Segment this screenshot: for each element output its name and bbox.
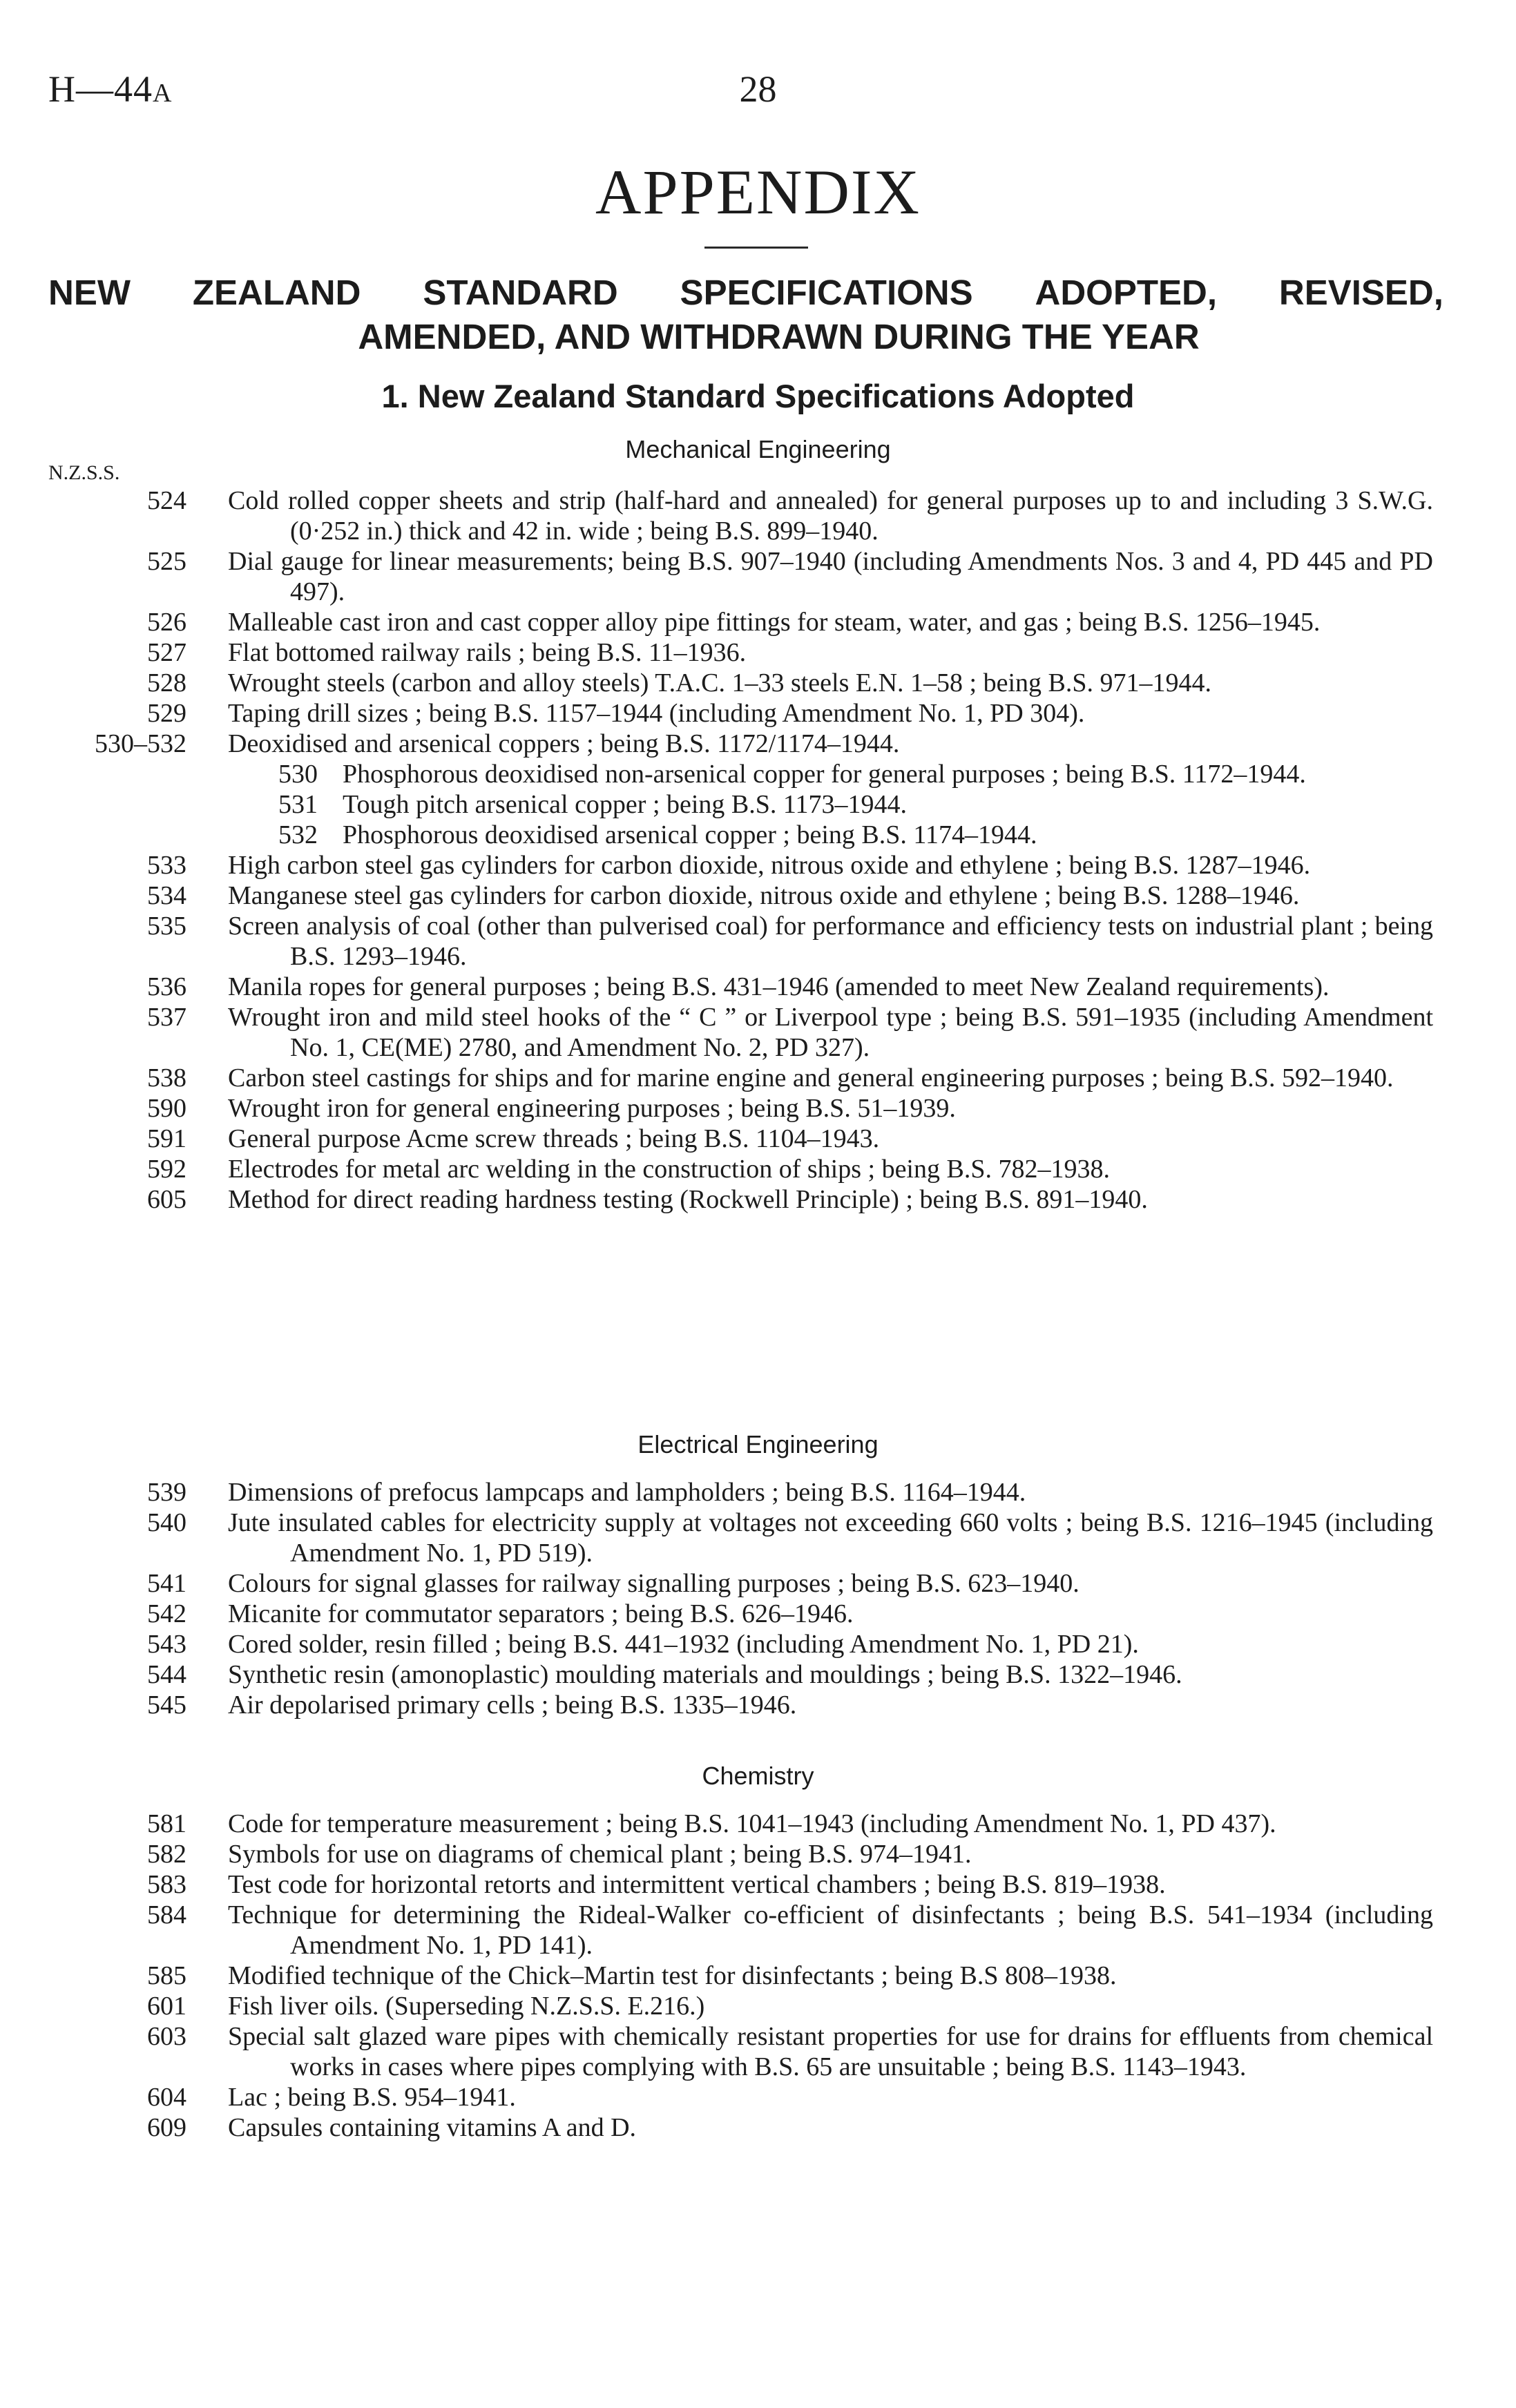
spec-entry — [55, 1093, 1433, 1124]
spec-description: Screen analysis of coal (other than pulverised coal) for performance and efficiency tests on industrial plant ; being B.S. 1293–1946. — [228, 912, 1433, 971]
chemistry-entries — [55, 1809, 1433, 2143]
page-title: APPENDIX — [595, 157, 921, 227]
spec-number: 537 — [147, 1003, 186, 1032]
mechanical-entries — [55, 485, 1433, 1215]
spec-entry — [55, 972, 1433, 1002]
spec-number: 533 — [147, 851, 186, 880]
spec-description: Colours for signal glasses for railway signalling purposes ; being B.S. 623–1940. — [228, 1569, 1080, 1598]
spec-description: Test code for horizontal retorts and intermittent vertical chambers ; being B.S. 819–1938. — [228, 1870, 1166, 1899]
spec-entry — [55, 1184, 1433, 1215]
spec-description: Synthetic resin (amonoplastic) moulding materials and mouldings ; being B.S. 1322–1946. — [228, 1660, 1182, 1689]
spec-description: Tough pitch arsenical copper ; being B.S. 1173–1944. — [343, 790, 907, 819]
spec-description: Manila ropes for general purposes ; being B.S. 431–1946 (amended to meet New Zealand requirements). — [228, 972, 1330, 1001]
spec-entry — [55, 1002, 1433, 1063]
main-heading-word: NEW — [48, 273, 131, 312]
spec-number: 531 — [278, 790, 318, 819]
spec-number: 527 — [147, 638, 186, 667]
spec-number: 528 — [147, 668, 186, 697]
spec-entry — [55, 1063, 1433, 1093]
spec-description: Modified technique of the Chick–Martin test for disinfectants ; being B.S 808–1938. — [228, 1961, 1117, 1990]
spec-description: Phosphorous deoxidised non-arsenical copper for general purposes ; being B.S. 1172–1944. — [343, 760, 1306, 789]
spec-description: Micanite for commutator separators ; being B.S. 626–1946. — [228, 1599, 854, 1628]
spec-number: 540 — [147, 1508, 186, 1537]
spec-description: Lac ; being B.S. 954–1941. — [228, 2083, 516, 2112]
spec-entry — [55, 729, 1433, 759]
spec-entry — [55, 1839, 1433, 1869]
spec-description: Code for temperature measurement ; being B.S. 1041–1943 (including Amendment No. 1, PD 437). — [228, 1809, 1276, 1838]
main-heading-word: SPECIFICATIONS — [680, 273, 973, 312]
spec-number: 524 — [147, 486, 186, 515]
document-code-suffix: A — [153, 79, 173, 108]
main-heading-word: ADOPTED, — [1035, 273, 1218, 312]
spec-number: 529 — [147, 699, 186, 728]
spec-description: Carbon steel castings for ships and for marine engine and general engineering purposes ; being B.S. 592–1940. — [228, 1063, 1394, 1092]
main-heading-line-2: AMENDED, AND WITHDRAWN DURING THE YEAR — [358, 317, 1200, 356]
spec-entry — [55, 911, 1433, 972]
page-number: 28 — [739, 68, 777, 110]
spec-entry — [55, 850, 1433, 880]
spec-number: 545 — [147, 1691, 186, 1720]
spec-number: 530–532 — [95, 729, 186, 758]
spec-entry — [55, 1154, 1433, 1184]
spec-entry — [55, 2112, 1433, 2143]
spec-number: 585 — [147, 1961, 186, 1990]
spec-sub-entry — [55, 820, 1433, 850]
spec-description: Capsules containing vitamins A and D. — [228, 2113, 637, 2142]
spec-number: 581 — [147, 1809, 186, 1838]
spec-description: Wrought steels (carbon and alloy steels) T.A.C. 1–33 steels E.N. 1–58 ; being B.S. 971–1944. — [228, 668, 1211, 697]
spec-entry — [55, 1961, 1433, 1991]
spec-number: 583 — [147, 1870, 186, 1899]
spec-number: 592 — [147, 1155, 186, 1184]
spec-entry — [55, 1599, 1433, 1629]
spec-number: 541 — [147, 1569, 186, 1598]
spec-entry — [55, 1690, 1433, 1720]
spec-number: 544 — [147, 1660, 186, 1689]
column-label: N.Z.S.S. — [48, 461, 120, 484]
spec-entry — [55, 1508, 1433, 1568]
spec-number: 532 — [278, 820, 318, 849]
spec-entry — [55, 2082, 1433, 2112]
spec-entry — [55, 1629, 1433, 1659]
spec-number: 604 — [147, 2083, 186, 2112]
spec-description: Method for direct reading hardness testing (Rockwell Principle) ; being B.S. 891–1940. — [228, 1185, 1148, 1214]
spec-entry — [55, 668, 1433, 698]
spec-entry — [55, 607, 1433, 637]
spec-description: Electrodes for metal arc welding in the construction of ships ; being B.S. 782–1938. — [228, 1155, 1110, 1184]
spec-description: Manganese steel gas cylinders for carbon dioxide, nitrous oxide and ethylene ; being B.S. 1288–1946. — [228, 881, 1300, 910]
spec-description: Cold rolled copper sheets and strip (half-hard and annealed) for general purposes up to and including 3 S.W.G. (0·252 in.) thick and 42 in. wide ; being B.S. 899–1940. — [228, 486, 1433, 546]
spec-entry — [55, 1991, 1433, 2021]
spec-entry — [55, 1568, 1433, 1599]
spec-description: Symbols for use on diagrams of chemical plant ; being B.S. 974–1941. — [228, 1840, 972, 1869]
spec-description: Dimensions of prefocus lampcaps and lampholders ; being B.S. 1164–1944. — [228, 1478, 1026, 1507]
spec-description: Phosphorous deoxidised arsenical copper ; being B.S. 1174–1944. — [343, 820, 1037, 849]
spec-number: 582 — [147, 1840, 186, 1869]
spec-number: 542 — [147, 1599, 186, 1628]
spec-number: 535 — [147, 912, 186, 941]
spec-description: Air depolarised primary cells ; being B.S. 1335–1946. — [228, 1691, 797, 1720]
title-divider — [704, 247, 808, 249]
section-heading: 1. New Zealand Standard Specifications Adopted — [381, 378, 1135, 414]
spec-number: 538 — [147, 1063, 186, 1092]
category-heading-chemistry: Chemistry — [702, 1762, 814, 1790]
spec-description: General purpose Acme screw threads ; being B.S. 1104–1943. — [228, 1124, 880, 1153]
spec-number: 601 — [147, 1992, 186, 2021]
spec-number: 539 — [147, 1478, 186, 1507]
spec-number: 584 — [147, 1900, 186, 1929]
spec-entry — [55, 546, 1433, 607]
spec-entry — [55, 1124, 1433, 1154]
spec-number: 526 — [147, 608, 186, 637]
spec-description: Wrought iron for general engineering purposes ; being B.S. 51–1939. — [228, 1094, 956, 1123]
spec-number: 609 — [147, 2113, 186, 2142]
spec-description: High carbon steel gas cylinders for carbon dioxide, nitrous oxide and ethylene ; being B.S. 1287–1946. — [228, 851, 1311, 880]
spec-number: 605 — [147, 1185, 186, 1214]
spec-entry — [55, 2021, 1433, 2082]
spec-entry — [55, 1659, 1433, 1690]
spec-description: Cored solder, resin filled ; being B.S. 441–1932 (including Amendment No. 1, PD 21). — [228, 1630, 1139, 1659]
spec-entry — [55, 1900, 1433, 1961]
spec-number: 591 — [147, 1124, 186, 1153]
spec-number: 590 — [147, 1094, 186, 1123]
spec-entry — [55, 1809, 1433, 1839]
main-heading-word: ZEALAND — [192, 273, 361, 312]
spec-number: 603 — [147, 2022, 186, 2051]
category-heading-electrical: Electrical Engineering — [637, 1430, 879, 1458]
spec-sub-entry — [55, 789, 1433, 820]
spec-entry — [55, 637, 1433, 668]
spec-description: Jute insulated cables for electricity supply at voltages not exceeding 660 volts ; being B.S. 1216–1945 (including Amendment No. 1, PD 519). — [228, 1508, 1433, 1568]
category-heading-mechanical: Mechanical Engineering — [625, 435, 891, 463]
spec-number: 534 — [147, 881, 186, 910]
spec-entry — [55, 485, 1433, 546]
spec-entry — [55, 880, 1433, 911]
spec-description: Taping drill sizes ; being B.S. 1157–1944 (including Amendment No. 1, PD 304). — [228, 699, 1085, 728]
spec-description: Special salt glazed ware pipes with chemically resistant properties for use for drains for effluents from chemical works in cases where pipes complying with B.S. 65 are unsuitable ; being B.S. 1143–1943. — [228, 2022, 1433, 2081]
electrical-entries — [55, 1477, 1433, 1720]
spec-description: Dial gauge for linear measurements; being B.S. 907–1940 (including Amendments Nos. 3 and 4, PD 445 and PD 497). — [228, 547, 1433, 606]
spec-number: 543 — [147, 1630, 186, 1659]
main-heading-word: STANDARD — [423, 273, 618, 312]
spec-number: 525 — [147, 547, 186, 576]
main-heading — [48, 271, 1443, 359]
spec-number: 530 — [278, 760, 318, 789]
document-code-main: H—44 — [48, 68, 153, 110]
spec-sub-entry — [55, 759, 1433, 789]
spec-description: Wrought iron and mild steel hooks of the “ C ” or Liverpool type ; being B.S. 591–1935 (including Amendment No. 1, CE(ME) 2780, and Amendment No. 2, PD 327). — [228, 1003, 1433, 1062]
spec-number: 536 — [147, 972, 186, 1001]
spec-description: Technique for determining the Rideal-Walker co-efficient of disinfectants ; being B.S. 541–1934 (including Amendment No. 1, PD 141). — [228, 1900, 1433, 1960]
spec-description: Flat bottomed railway rails ; being B.S. 11–1936. — [228, 638, 747, 667]
main-heading-line-1 — [48, 271, 1443, 315]
spec-description: Deoxidised and arsenical coppers ; being B.S. 1172/1174–1944. — [228, 729, 900, 758]
spec-entry — [55, 698, 1433, 729]
spec-description: Malleable cast iron and cast copper alloy pipe fittings for steam, water, and gas ; being B.S. 1256–1945. — [228, 608, 1321, 637]
spec-entry — [55, 1477, 1433, 1508]
spec-description: Fish liver oils. (Superseding N.Z.S.S. E.216.) — [228, 1992, 705, 2021]
spec-entry — [55, 1869, 1433, 1900]
main-heading-word: REVISED, — [1278, 273, 1443, 312]
